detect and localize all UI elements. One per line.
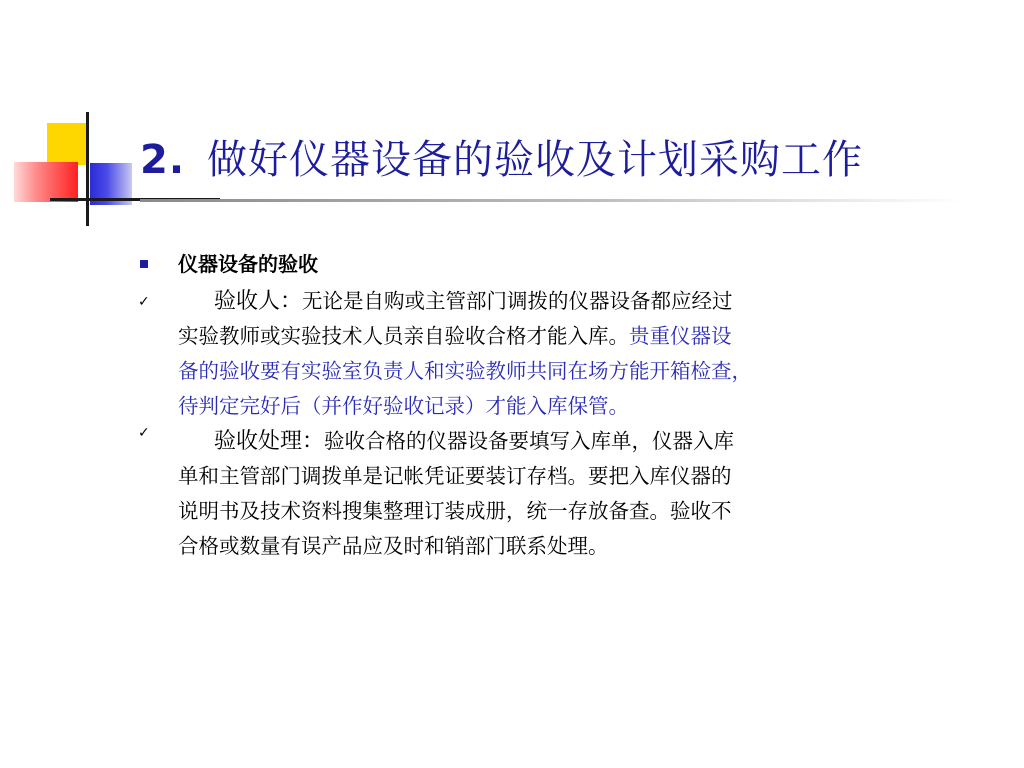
highlight-line: 待判定完好后（并作好验收记录）才能入库保管。 [178,394,629,418]
paragraph-line: 实验教师或实验技术人员亲自验收合格才能入库。贵重仪器设 [178,324,732,348]
acceptance-processing-paragraph [178,424,958,564]
item-lead: 验收处理： [214,429,325,454]
red-square-decoration [14,162,78,202]
item-lead: 验收人： [214,289,303,314]
slide-title [140,128,863,185]
vertical-line-decoration [86,112,89,226]
highlight-line: 备的验收要有实验室负责人和实验教师共同在场方能开箱检查， [178,359,752,383]
yellow-square-decoration [47,123,89,165]
paragraph-line: 合格或数量有误产品应及时和销部门联系处理。 [178,534,609,558]
corner-decoration [0,0,140,240]
section-heading: 仪器设备的验收 [178,252,318,276]
paragraph-line: 单和主管部门调拨单是记帐凭证要装订存档。要把入库仪器的 [178,464,732,488]
acceptance-person-paragraph [178,284,958,424]
checkmark-icon: ✓ [138,294,150,310]
square-bullet-icon [140,260,148,268]
paragraph-line: 验收人：无论是自购或主管部门调拨的仪器设备都应经过 [214,289,733,314]
highlight-text: 贵重仪器设 [629,324,732,348]
checkmark-icon: ✓ [138,425,150,441]
title-number: 2. [140,137,186,183]
paragraph-line: 说明书及技术资料搜集整理订装成册，统一存放备查。验收不 [178,499,732,523]
paragraph-line: 验收处理：验收合格的仪器设备要填写入库单，仪器入库 [214,429,735,454]
title-underline [140,199,964,202]
title-text: 做好仪器设备的验收及计划采购工作 [207,137,864,183]
